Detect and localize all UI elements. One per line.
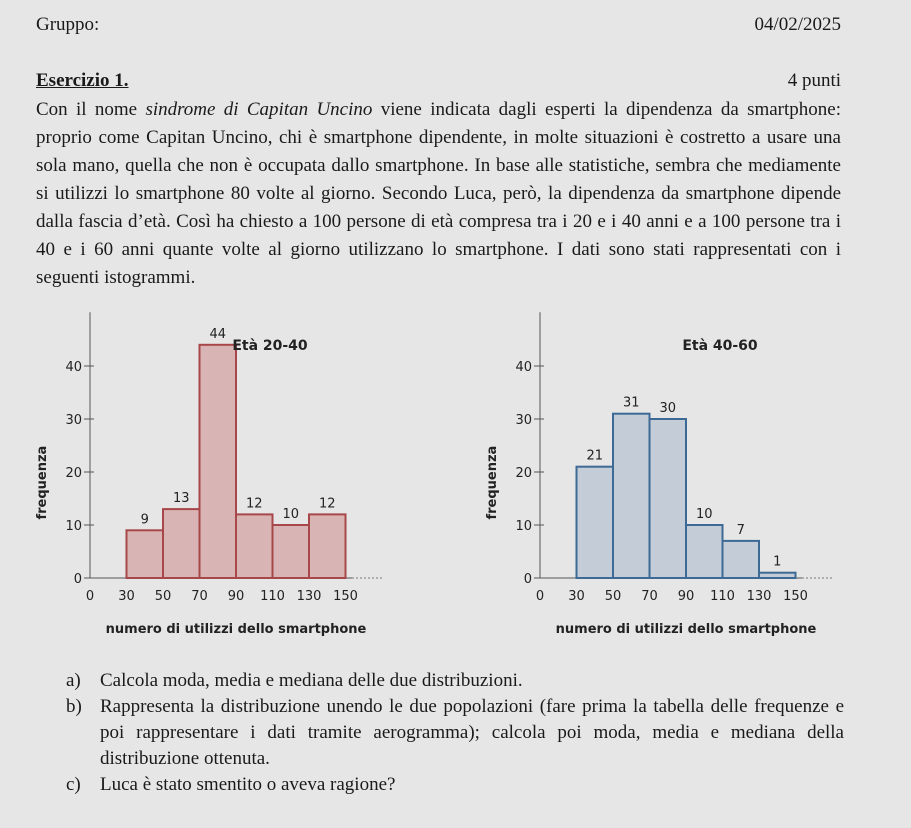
bar-value-label: 44 bbox=[209, 326, 227, 342]
x-tick-label: 50 bbox=[604, 589, 622, 604]
bar-value-label: 12 bbox=[245, 496, 263, 512]
date-label: 04/02/2025 bbox=[754, 14, 841, 35]
bar-value-label: 31 bbox=[622, 395, 640, 411]
bar-value-label: 10 bbox=[695, 507, 713, 522]
histogram-bar bbox=[759, 573, 796, 578]
bar-value-label: 21 bbox=[586, 448, 604, 464]
y-tick-label: 30 bbox=[515, 413, 532, 428]
group-label: Gruppo: bbox=[36, 14, 100, 35]
histogram-bar bbox=[236, 514, 273, 578]
exercise-points: 4 punti bbox=[787, 70, 841, 91]
x-tick-label: 30 bbox=[118, 589, 135, 604]
bar-value-label: 30 bbox=[659, 401, 677, 416]
x-tick-label: 50 bbox=[154, 589, 172, 604]
x-tick-label: 130 bbox=[746, 589, 772, 604]
x-tick-label: 150 bbox=[783, 589, 808, 604]
x-tick-label: 0 bbox=[85, 589, 95, 604]
y-axis-label: frequenza bbox=[485, 445, 500, 520]
x-tick-label: 110 bbox=[710, 589, 735, 604]
question-text: Calcola moda, media e mediana delle due distribuzioni. bbox=[100, 670, 523, 691]
question-label: a) bbox=[66, 670, 81, 691]
chart-title: Età 40-60 bbox=[682, 338, 758, 354]
histogram-bar bbox=[650, 419, 687, 578]
y-tick-label: 40 bbox=[65, 360, 82, 375]
histogram-bar bbox=[613, 414, 650, 578]
bar-value-label: 9 bbox=[140, 512, 149, 528]
histogram-bar bbox=[309, 514, 346, 578]
y-tick-label: 10 bbox=[515, 519, 532, 534]
question-list bbox=[66, 668, 844, 798]
bar-value-label: 1 bbox=[773, 554, 782, 570]
page-header bbox=[36, 14, 841, 36]
histogram-bar bbox=[163, 509, 200, 578]
x-tick-label: 150 bbox=[333, 589, 358, 604]
bar-value-label: 12 bbox=[318, 496, 336, 512]
y-tick-label: 40 bbox=[515, 360, 532, 375]
y-tick-label: 10 bbox=[65, 519, 82, 534]
y-tick-label: 20 bbox=[515, 466, 532, 481]
question-label: b) bbox=[66, 696, 82, 717]
x-tick-label: 70 bbox=[191, 589, 208, 604]
question-b bbox=[66, 694, 844, 772]
x-tick-label: 110 bbox=[260, 589, 285, 604]
problem-text-rest: viene indicata dagli esperti la dipendenza da smartphone: proprio come Capitan Uncino, chi è smartphone dipendente, in molte situazioni è costretto a usare una sola mano, quella che non è occupata dallo smartphone. In base alle statistiche, sembra che mediamente si utilizzi lo smartphone 80 volte al giorno. Secondo Luca, però, la dipendenza da smartphone dipende dalla fascia d’età. Così ha chiesto a 100 persone di età compresa tra i 20 e i 40 anni e a 100 persone tra i 40 e i 60 anni quante volte al giorno utilizzano lo smartphone. I dati sono stati rappresentati con i seguenti istogrammi. bbox=[36, 99, 842, 288]
histogram-eta-40-60 bbox=[470, 312, 870, 652]
bar-value-label: 7 bbox=[736, 522, 745, 538]
histogram-bar bbox=[273, 525, 310, 578]
question-text: Luca è stato smentito o aveva ragione? bbox=[100, 774, 396, 795]
y-tick-label: 0 bbox=[523, 572, 532, 587]
histograms bbox=[0, 312, 911, 652]
y-tick-label: 0 bbox=[73, 572, 82, 587]
bar-value-label: 13 bbox=[172, 491, 190, 507]
x-tick-label: 0 bbox=[535, 589, 545, 604]
x-axis-label: numero di utilizzi dello smartphone bbox=[555, 622, 817, 637]
question-a bbox=[66, 668, 844, 694]
histogram-bar bbox=[200, 345, 237, 578]
histogram-eta-20-40 bbox=[20, 312, 420, 652]
x-tick-label: 70 bbox=[641, 589, 658, 604]
histogram-bar bbox=[723, 541, 760, 578]
x-tick-label: 90 bbox=[677, 589, 695, 604]
problem-text bbox=[36, 96, 841, 292]
question-text: Rappresenta la distribuzione unendo le due popolazioni (fare prima la tabella delle frequenze e poi rappresentare i dati tramite aerogramma); calcola poi moda, media e mediana della distribuzione ottenuta. bbox=[100, 696, 844, 769]
x-tick-label: 30 bbox=[568, 589, 585, 604]
x-axis-label: numero di utilizzi dello smartphone bbox=[105, 622, 367, 637]
histogram-bar bbox=[577, 467, 614, 578]
histogram-bar bbox=[686, 525, 723, 578]
question-c bbox=[66, 772, 844, 798]
problem-text-emphasis: sindrome di Capitan Uncino bbox=[145, 99, 373, 120]
y-tick-label: 20 bbox=[65, 466, 82, 481]
y-axis-label: frequenza bbox=[35, 445, 50, 520]
chart-title: Età 20-40 bbox=[232, 338, 308, 354]
exercise-title: Esercizio 1. bbox=[36, 70, 129, 91]
x-tick-label: 130 bbox=[296, 589, 322, 604]
bar-value-label: 10 bbox=[282, 507, 300, 522]
exercise-header bbox=[36, 70, 841, 92]
question-label: c) bbox=[66, 774, 81, 795]
problem-text-start: Con il nome bbox=[36, 99, 146, 120]
y-tick-label: 30 bbox=[65, 413, 82, 428]
histogram-bar bbox=[127, 530, 164, 578]
x-tick-label: 90 bbox=[227, 589, 245, 604]
